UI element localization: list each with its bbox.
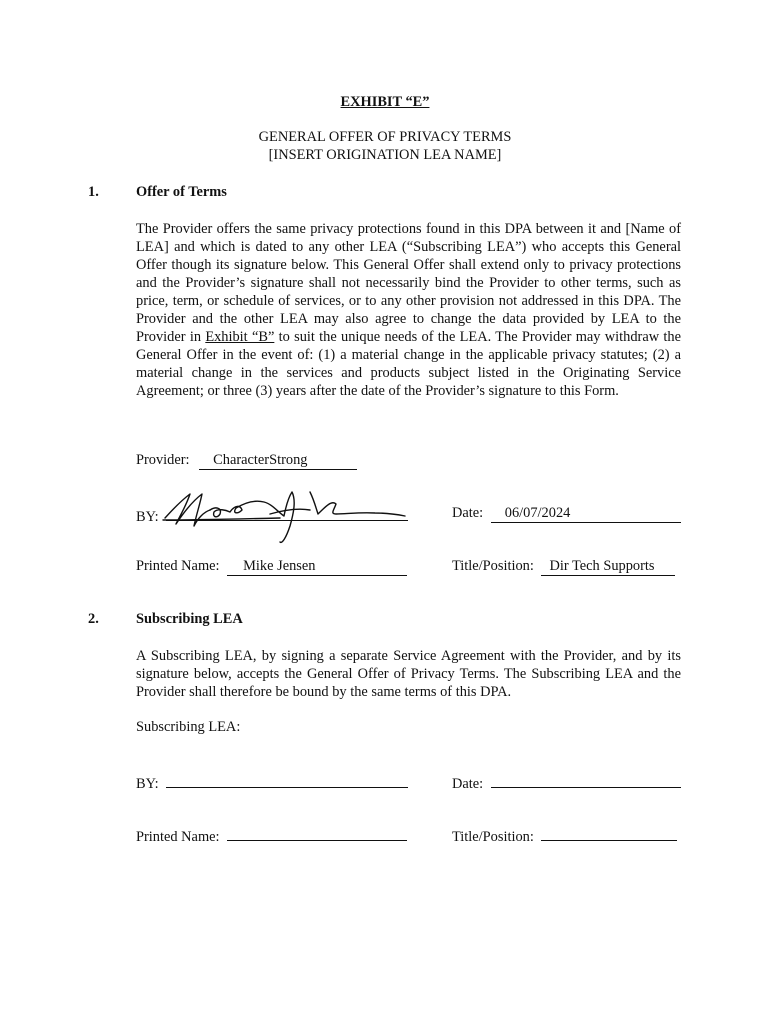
lea-title-label: Title/Position: bbox=[452, 829, 534, 845]
provider-title-value: Dir Tech Supports bbox=[549, 558, 655, 574]
provider-title-row bbox=[452, 558, 675, 576]
paragraph-text-part-1: The Provider offers the same privacy protections found in this DPA between it and [Name of LEA] and which is dated to any other LEA (“Subscribing LEA”) who accepts this General Offer though its signature below. This General Offer shall extend only to privacy protections and the Provider’s signature shall not necessarily bind the Provider to other terms, such as price, term, or schedule of services, or to any other provision not addressed in this DPA. The Provider and the other LEA may also agree to change the data provided by LEA to the Provider in bbox=[136, 221, 681, 345]
provider-date-row bbox=[452, 505, 681, 523]
provider-printed-name-value: Mike Jensen bbox=[243, 558, 316, 574]
lea-by-row bbox=[136, 772, 408, 793]
lea-by-label: BY: bbox=[136, 776, 159, 792]
heading-line-2: [INSERT ORIGINATION LEA NAME] bbox=[268, 147, 502, 163]
lea-title-row bbox=[452, 825, 677, 846]
provider-title-field bbox=[541, 558, 675, 576]
heading-line-1: GENERAL OFFER OF PRIVACY TERMS bbox=[258, 129, 512, 145]
section-1-title: Offer of Terms bbox=[136, 184, 227, 200]
provider-printed-name-row bbox=[136, 558, 407, 576]
lea-date-line[interactable] bbox=[491, 772, 681, 788]
lea-printed-name-label: Printed Name: bbox=[136, 829, 220, 845]
provider-date-value: 06/07/2024 bbox=[504, 505, 571, 521]
provider-date-label: Date: bbox=[452, 505, 484, 521]
lea-title-line[interactable] bbox=[541, 825, 677, 841]
lea-printed-name-line[interactable] bbox=[227, 825, 407, 841]
provider-row bbox=[136, 452, 357, 470]
provider-field bbox=[199, 452, 357, 470]
section-2-number: 2. bbox=[88, 611, 99, 627]
provider-printed-name-field bbox=[227, 558, 407, 576]
section-1-number: 1. bbox=[88, 184, 99, 200]
section-2-paragraph: A Subscribing LEA, by signing a separate Service Agreement with the Provider, and by its signature below, accepts the General Offer of Privacy Terms. The Subscribing LEA and the Provider shall therefore be bound by the same terms of this DPA. bbox=[136, 648, 681, 700]
exhibit-title: EXHIBIT “E” bbox=[340, 94, 430, 110]
lea-date-label: Date: bbox=[452, 776, 484, 792]
provider-printed-name-label: Printed Name: bbox=[136, 558, 220, 574]
section-1-paragraph bbox=[136, 220, 681, 400]
provider-title-label: Title/Position: bbox=[452, 558, 534, 574]
provider-value: CharacterStrong bbox=[213, 452, 308, 468]
exhibit-b-reference: Exhibit “B” bbox=[205, 329, 275, 345]
subscribing-lea-label: Subscribing LEA: bbox=[136, 719, 241, 735]
section-2-title: Subscribing LEA bbox=[136, 611, 243, 627]
paragraph-text-part-2: to suit the unique needs of the LEA. The Provider may withdraw the General Offer in the event of: (1) a material change in the applicable privacy statutes; (2) a material change in the services and products subject listed in the Originating Service Agreement; or three (3) years after the date of the Provider’s signature to this Form. bbox=[136, 329, 681, 399]
lea-date-row bbox=[452, 772, 681, 793]
lea-printed-name-row bbox=[136, 825, 407, 846]
provider-date-field bbox=[491, 505, 681, 523]
provider-label: Provider: bbox=[136, 452, 190, 468]
handwritten-signature bbox=[160, 486, 410, 548]
provider-by-label: BY: bbox=[136, 509, 159, 525]
lea-signature-line[interactable] bbox=[166, 772, 408, 788]
